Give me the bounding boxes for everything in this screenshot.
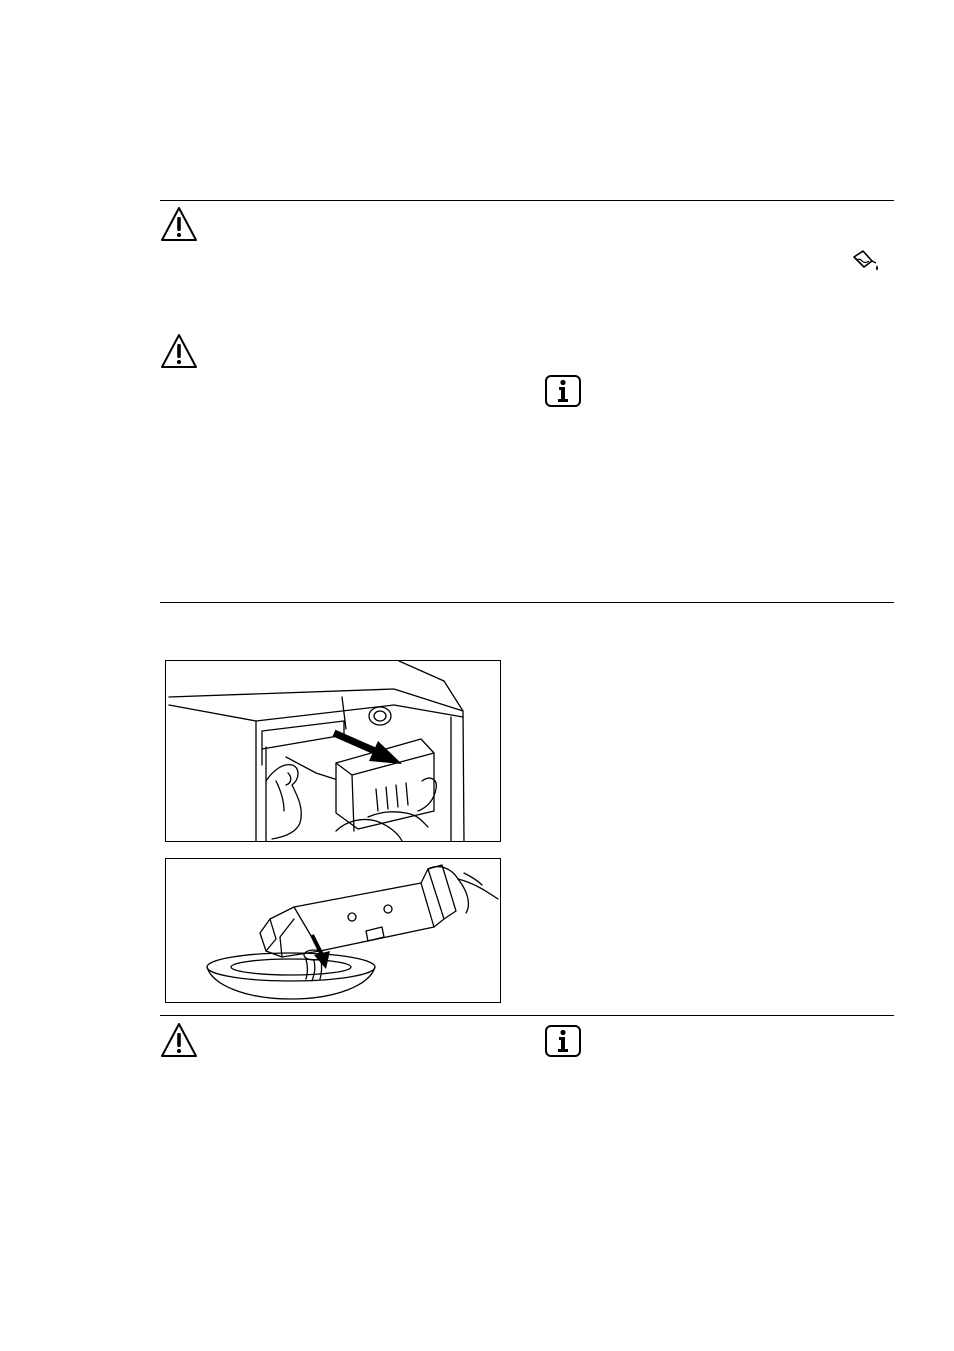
- warning-triangle-icon: [159, 1021, 199, 1059]
- warning-triangle-icon: [159, 205, 199, 243]
- information-icon: [544, 374, 582, 408]
- information-icon: [544, 1024, 582, 1058]
- section-divider-middle: [160, 602, 894, 603]
- emptying-dispenser-icon: [850, 249, 884, 275]
- warning-triangle-icon: [159, 332, 199, 370]
- remove-filter-drawer-illustration: [165, 660, 501, 842]
- section-divider-top: [160, 200, 894, 201]
- section-divider-bottom: [160, 1015, 894, 1016]
- empty-filter-into-bowl-illustration: [165, 858, 501, 1003]
